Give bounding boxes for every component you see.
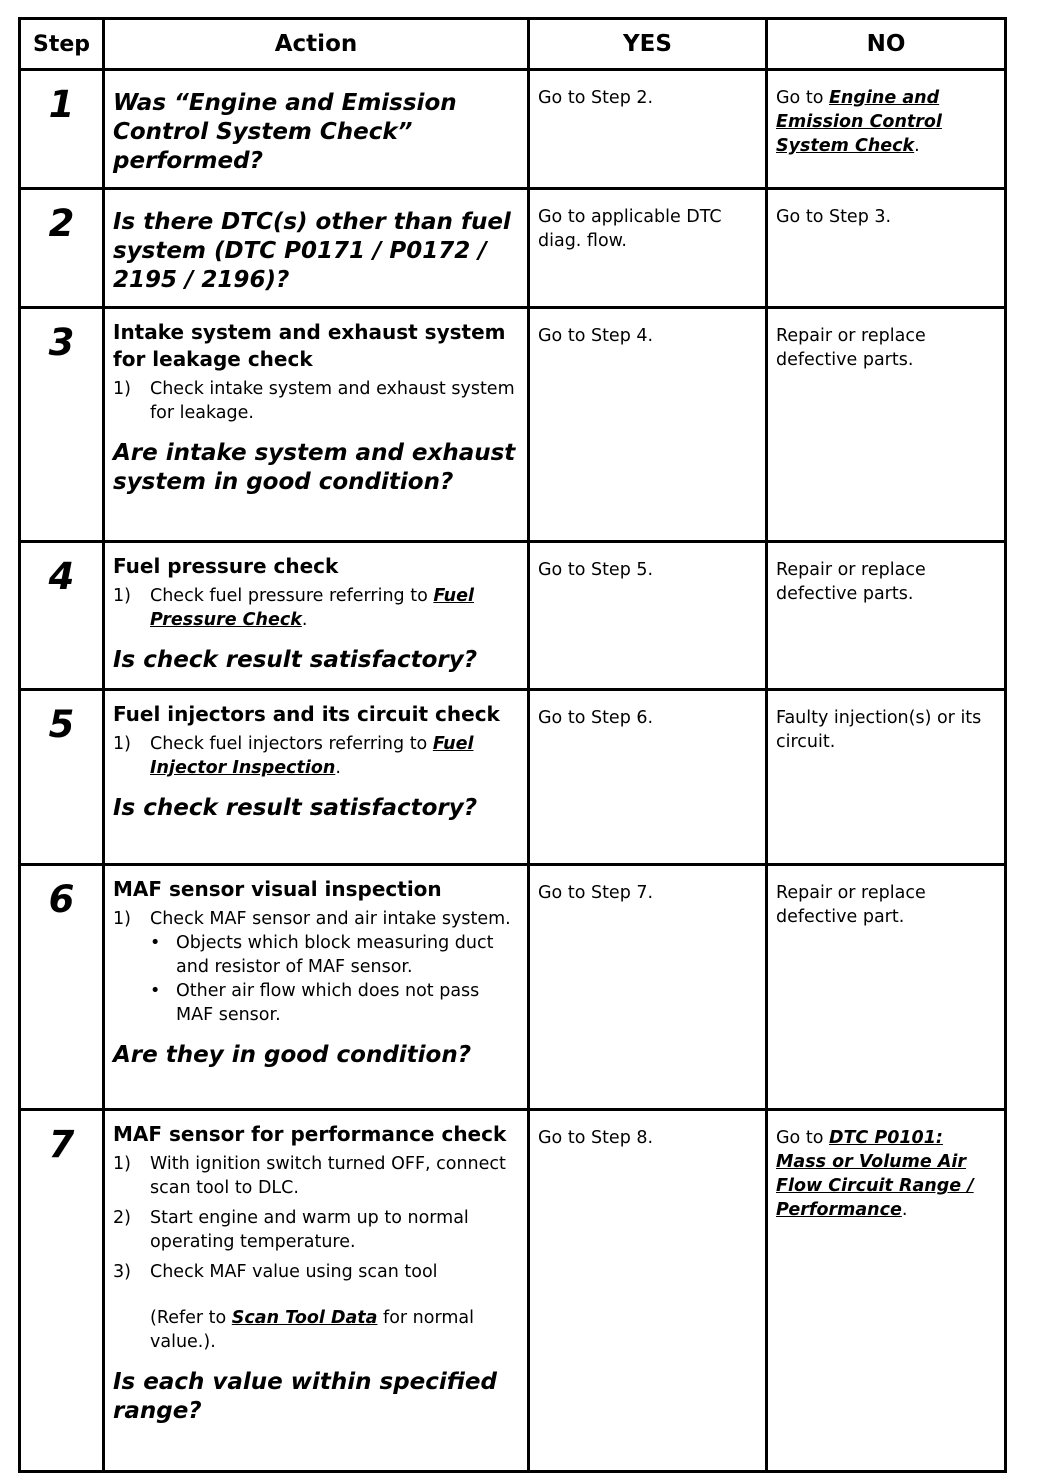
- sub-step-number: 2): [113, 1208, 131, 1228]
- sub-step-number: 3): [113, 1262, 131, 1282]
- reference-note: [150, 1306, 519, 1354]
- table-row: [20, 1110, 1006, 1472]
- table-row: [20, 690, 1006, 865]
- sub-step: [113, 907, 519, 1027]
- note-suffix: for normal value.).: [150, 1308, 474, 1352]
- sub-step: [113, 377, 519, 425]
- dtc-p0101-link[interactable]: DTC P0101: Mass or Volume Air Flow Circuit Range / Performance: [776, 1128, 974, 1220]
- step-number: 3: [48, 321, 75, 364]
- no-cell: [767, 70, 1006, 189]
- sub-step-suffix: .: [301, 610, 308, 630]
- step-number-cell: [20, 70, 104, 189]
- step-heading: Intake system and exhaust system for leakage check: [113, 320, 506, 371]
- table-header-row: [20, 19, 1006, 70]
- action-cell: [104, 308, 529, 542]
- bullet-text: Other air flow which does not pass MAF sensor.: [176, 981, 480, 1025]
- action-cell: [104, 690, 529, 865]
- step-heading: Fuel injectors and its circuit check: [113, 702, 500, 726]
- step-question: Is each value within specified range?: [113, 1369, 497, 1424]
- action-cell: [104, 1110, 529, 1472]
- no-cell: Faulty injection(s) or its circuit.: [767, 690, 1006, 865]
- step-number: 5: [48, 703, 75, 746]
- step-number-cell: [20, 865, 104, 1110]
- action-cell: [104, 542, 529, 690]
- step-number: 1: [48, 83, 75, 126]
- sub-step: [113, 1152, 519, 1200]
- table-row: [20, 542, 1006, 690]
- yes-cell: Go to Step 4.: [529, 308, 767, 542]
- action-cell: [104, 189, 529, 308]
- table-row: [20, 865, 1006, 1110]
- step-question: Is there DTC(s) other than fuel system (DTC P0171 / P0172 / 2195 / 2196)?: [113, 209, 511, 293]
- no-cell: Go to Step 3.: [767, 189, 1006, 308]
- no-text-prefix: Go to: [776, 88, 829, 108]
- step-number-cell: [20, 690, 104, 865]
- note-prefix: (Refer to: [150, 1308, 232, 1328]
- sub-step-text: With ignition switch turned OFF, connect scan tool to DLC.: [150, 1154, 506, 1198]
- scan-tool-data-link[interactable]: Scan Tool Data: [231, 1308, 378, 1328]
- sub-step-number: 1): [113, 379, 131, 399]
- step-question: Are intake system and exhaust system in good condition?: [113, 440, 516, 495]
- bullet-dot: •: [150, 933, 161, 953]
- step-number: 7: [48, 1123, 75, 1166]
- step-number: 4: [48, 555, 75, 598]
- sub-step-text: Check intake system and exhaust system for leakage.: [150, 379, 515, 423]
- sub-step-suffix: .: [335, 758, 341, 778]
- sub-step: [113, 732, 519, 780]
- yes-cell: Go to Step 5.: [529, 542, 767, 690]
- table-row: [20, 70, 1006, 189]
- bullet-dot: •: [150, 981, 161, 1001]
- step-number-cell: [20, 542, 104, 690]
- header-step: Step: [20, 19, 104, 70]
- sub-step-text: [150, 907, 519, 1027]
- sub-step-text: [150, 732, 519, 780]
- no-cell: Repair or replace defective parts.: [767, 308, 1006, 542]
- step-question: Is check result satisfactory?: [113, 795, 478, 821]
- no-text-suffix: .: [914, 136, 920, 156]
- step-heading: MAF sensor visual inspection: [113, 877, 442, 901]
- step-question: Was “Engine and Emission Control System Check” performed?: [113, 90, 457, 174]
- diagnostic-flow-table: [18, 17, 1007, 1473]
- action-cell: [104, 70, 529, 189]
- bullet-text: Objects which block measuring duct and resistor of MAF sensor.: [176, 933, 494, 977]
- fuel-injector-inspection-link[interactable]: Fuel Injector Inspection: [150, 734, 474, 778]
- sub-step-text: Check MAF value using scan tool: [150, 1262, 438, 1282]
- step-number-cell: [20, 189, 104, 308]
- yes-cell: Go to Step 8.: [529, 1110, 767, 1472]
- sub-step-number: 1): [113, 909, 131, 929]
- no-text-suffix: .: [901, 1200, 908, 1220]
- sub-step-text: Start engine and warm up to normal operating temperature.: [150, 1208, 469, 1252]
- header-action: Action: [104, 19, 529, 70]
- sub-step-text-main: Check fuel pressure referring to: [150, 586, 434, 606]
- step-number: 2: [48, 202, 75, 245]
- table-row: [20, 189, 1006, 308]
- engine-emission-check-link[interactable]: Engine and Emission Control System Check: [776, 88, 942, 156]
- yes-cell: Go to applicable DTC diag. flow.: [529, 189, 767, 308]
- sub-step-number: 1): [113, 586, 131, 606]
- sub-step-text-main: Check MAF sensor and air intake system.: [150, 909, 511, 929]
- step-heading: Fuel pressure check: [113, 554, 339, 578]
- header-yes: YES: [529, 19, 767, 70]
- step-number: 6: [48, 878, 75, 921]
- step-number-cell: [20, 308, 104, 542]
- step-heading: MAF sensor for performance check: [113, 1122, 507, 1146]
- sub-step-text-main: Check fuel injectors referring to: [150, 734, 433, 754]
- no-cell: Repair or replace defective part.: [767, 865, 1006, 1110]
- no-cell: [767, 1110, 1006, 1472]
- sub-step-number: 1): [113, 734, 131, 754]
- header-no: NO: [767, 19, 1006, 70]
- sub-step-text: [150, 584, 519, 632]
- sub-step: [113, 1260, 519, 1284]
- bullet-item: [150, 979, 519, 1027]
- yes-cell: Go to Step 6.: [529, 690, 767, 865]
- bullet-item: [150, 931, 519, 979]
- sub-step-number: 1): [113, 1154, 131, 1174]
- sub-step: [113, 584, 519, 632]
- step-question: Are they in good condition?: [113, 1042, 472, 1068]
- no-text-prefix: Go to: [776, 1128, 829, 1148]
- fuel-pressure-check-link[interactable]: Fuel Pressure Check: [150, 586, 474, 630]
- no-cell: Repair or replace defective parts.: [767, 542, 1006, 690]
- step-question: Is check result satisfactory?: [113, 647, 478, 673]
- sub-step: [113, 1206, 519, 1254]
- yes-cell: Go to Step 7.: [529, 865, 767, 1110]
- yes-cell: Go to Step 2.: [529, 70, 767, 189]
- step-number-cell: [20, 1110, 104, 1472]
- table-row: [20, 308, 1006, 542]
- action-cell: [104, 865, 529, 1110]
